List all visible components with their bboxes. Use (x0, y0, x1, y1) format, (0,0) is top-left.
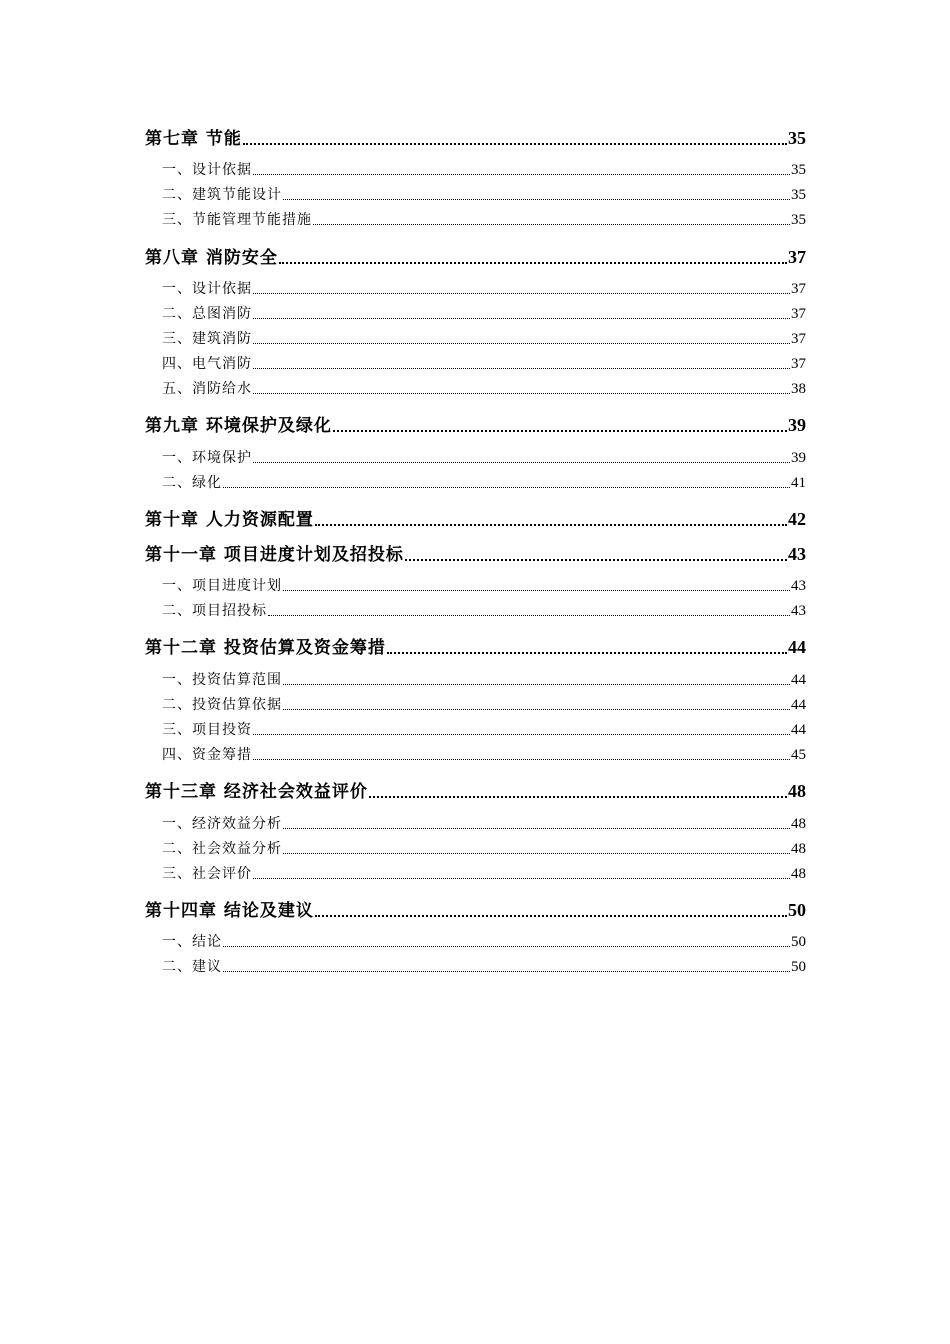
toc-entry-page-number: 43 (791, 578, 806, 594)
dot-leader (253, 759, 790, 760)
toc-entry-page-number: 43 (791, 603, 806, 619)
toc-section-entry[interactable] (145, 602, 806, 620)
toc-entry-title: 二、项目招投标 (162, 603, 267, 619)
toc-chapter-entry[interactable] (145, 780, 806, 802)
toc-section-entry[interactable] (145, 355, 806, 373)
toc-entry-page-number: 39 (791, 450, 806, 466)
toc-entry-page-number: 39 (788, 415, 806, 435)
toc-entry-title: 二、绿化 (162, 475, 222, 491)
toc-section-entry[interactable] (145, 865, 806, 883)
dot-leader (253, 318, 790, 319)
toc-section-entry[interactable] (145, 211, 806, 229)
toc-section-entry[interactable] (145, 840, 806, 858)
toc-entry-title: 第十二章 投资估算及资金筹措 (145, 638, 386, 658)
toc-section-entry[interactable] (145, 933, 806, 951)
toc-entry-title: 一、结论 (162, 934, 222, 950)
toc-section-entry[interactable] (145, 305, 806, 323)
dot-leader (253, 293, 790, 294)
toc-entry-page-number: 35 (791, 212, 806, 228)
toc-entry-title: 第七章 节能 (145, 129, 242, 149)
toc-entry-title: 二、建筑节能设计 (162, 187, 282, 203)
toc-entry-title: 第十三章 经济社会效益评价 (145, 782, 368, 802)
dot-leader (253, 174, 790, 175)
toc-entry-page-number: 50 (791, 934, 806, 950)
toc-entry-title: 第十四章 结论及建议 (145, 901, 314, 921)
toc-section-entry[interactable] (145, 474, 806, 492)
toc-entry-title: 三、项目投资 (162, 722, 252, 738)
toc-entry-page-number: 38 (791, 381, 806, 397)
toc-section-entry[interactable] (145, 449, 806, 467)
dot-leader (223, 487, 790, 488)
dot-leader (253, 368, 790, 369)
toc-entry-page-number: 37 (791, 281, 806, 297)
toc-entry-page-number: 50 (791, 959, 806, 975)
dot-leader (283, 828, 790, 829)
toc-chapter-entry[interactable] (145, 543, 806, 565)
toc-entry-title: 一、设计依据 (162, 281, 252, 297)
toc-chapter-entry[interactable] (145, 246, 806, 268)
dot-leader (405, 559, 787, 561)
toc-entry-title: 三、节能管理节能措施 (162, 212, 312, 228)
toc-entry-title: 二、投资估算依据 (162, 697, 282, 713)
toc-section-entry[interactable] (145, 671, 806, 689)
toc-entry-page-number: 48 (791, 816, 806, 832)
toc-entry-title: 三、建筑消防 (162, 331, 252, 347)
toc-entry-title: 四、资金筹措 (162, 747, 252, 763)
toc-entry-title: 二、总图消防 (162, 306, 252, 322)
toc-section-entry[interactable] (145, 161, 806, 179)
dot-leader (283, 684, 790, 685)
dot-leader (223, 971, 790, 972)
toc-section-entry[interactable] (145, 815, 806, 833)
toc-entry-page-number: 48 (788, 781, 806, 801)
toc-entry-title: 二、建议 (162, 959, 222, 975)
toc-chapter-entry[interactable] (145, 899, 806, 921)
toc-entry-title: 一、环境保护 (162, 450, 252, 466)
toc-chapter-entry[interactable] (145, 636, 806, 658)
toc-entry-page-number: 37 (791, 306, 806, 322)
dot-leader (279, 262, 787, 264)
toc-entry-page-number: 42 (788, 509, 806, 529)
toc-chapter-entry[interactable] (145, 508, 806, 530)
dot-leader (223, 946, 790, 947)
toc-entry-page-number: 37 (791, 356, 806, 372)
toc-entry-title: 第十章 人力资源配置 (145, 510, 314, 530)
toc-entry-page-number: 50 (788, 900, 806, 920)
toc-section-entry[interactable] (145, 380, 806, 398)
dot-leader (253, 393, 790, 394)
toc-entry-title: 二、社会效益分析 (162, 841, 282, 857)
toc-section-entry[interactable] (145, 746, 806, 764)
toc-entry-page-number: 41 (791, 475, 806, 491)
toc-chapter-entry[interactable] (145, 414, 806, 436)
dot-leader (268, 615, 790, 616)
toc-entry-page-number: 35 (788, 128, 806, 148)
dot-leader (253, 462, 790, 463)
toc-entry-page-number: 37 (791, 331, 806, 347)
dot-leader (315, 524, 787, 526)
dot-leader (333, 430, 787, 432)
toc-section-entry[interactable] (145, 280, 806, 298)
toc-entry-title: 第八章 消防安全 (145, 248, 278, 268)
dot-leader (283, 199, 790, 200)
toc-entry-title: 一、设计依据 (162, 162, 252, 178)
dot-leader (243, 143, 787, 145)
dot-leader (387, 652, 787, 654)
toc-section-entry[interactable] (145, 958, 806, 976)
toc-entry-title: 一、投资估算范围 (162, 672, 282, 688)
toc-section-entry[interactable] (145, 696, 806, 714)
toc-entry-page-number: 35 (791, 187, 806, 203)
toc-entry-page-number: 48 (791, 841, 806, 857)
dot-leader (369, 796, 787, 798)
toc-entry-page-number: 43 (788, 544, 806, 564)
toc-entry-title: 一、项目进度计划 (162, 578, 282, 594)
toc-entry-title: 第十一章 项目进度计划及招投标 (145, 545, 404, 565)
dot-leader (253, 343, 790, 344)
toc-chapter-entry[interactable] (145, 127, 806, 149)
toc-entry-page-number: 48 (791, 866, 806, 882)
toc-entry-page-number: 44 (791, 722, 806, 738)
dot-leader (315, 915, 787, 917)
dot-leader (283, 590, 790, 591)
toc-entry-page-number: 44 (788, 637, 806, 657)
dot-leader (253, 878, 790, 879)
dot-leader (313, 224, 790, 225)
dot-leader (253, 734, 790, 735)
toc-entry-title: 第九章 环境保护及绿化 (145, 416, 332, 436)
toc-entry-page-number: 44 (791, 672, 806, 688)
toc-entry-title: 五、消防给水 (162, 381, 252, 397)
toc-entry-page-number: 35 (791, 162, 806, 178)
toc-section-entry[interactable] (145, 330, 806, 348)
toc-entry-title: 一、经济效益分析 (162, 816, 282, 832)
toc-entry-page-number: 45 (791, 747, 806, 763)
dot-leader (283, 853, 790, 854)
toc-entry-page-number: 37 (788, 247, 806, 267)
toc-entry-page-number: 44 (791, 697, 806, 713)
toc-entry-title: 四、电气消防 (162, 356, 252, 372)
dot-leader (283, 709, 790, 710)
toc-section-entry[interactable] (145, 721, 806, 739)
toc-section-entry[interactable] (145, 577, 806, 595)
toc-entry-title: 三、社会评价 (162, 866, 252, 882)
toc-section-entry[interactable] (145, 186, 806, 204)
